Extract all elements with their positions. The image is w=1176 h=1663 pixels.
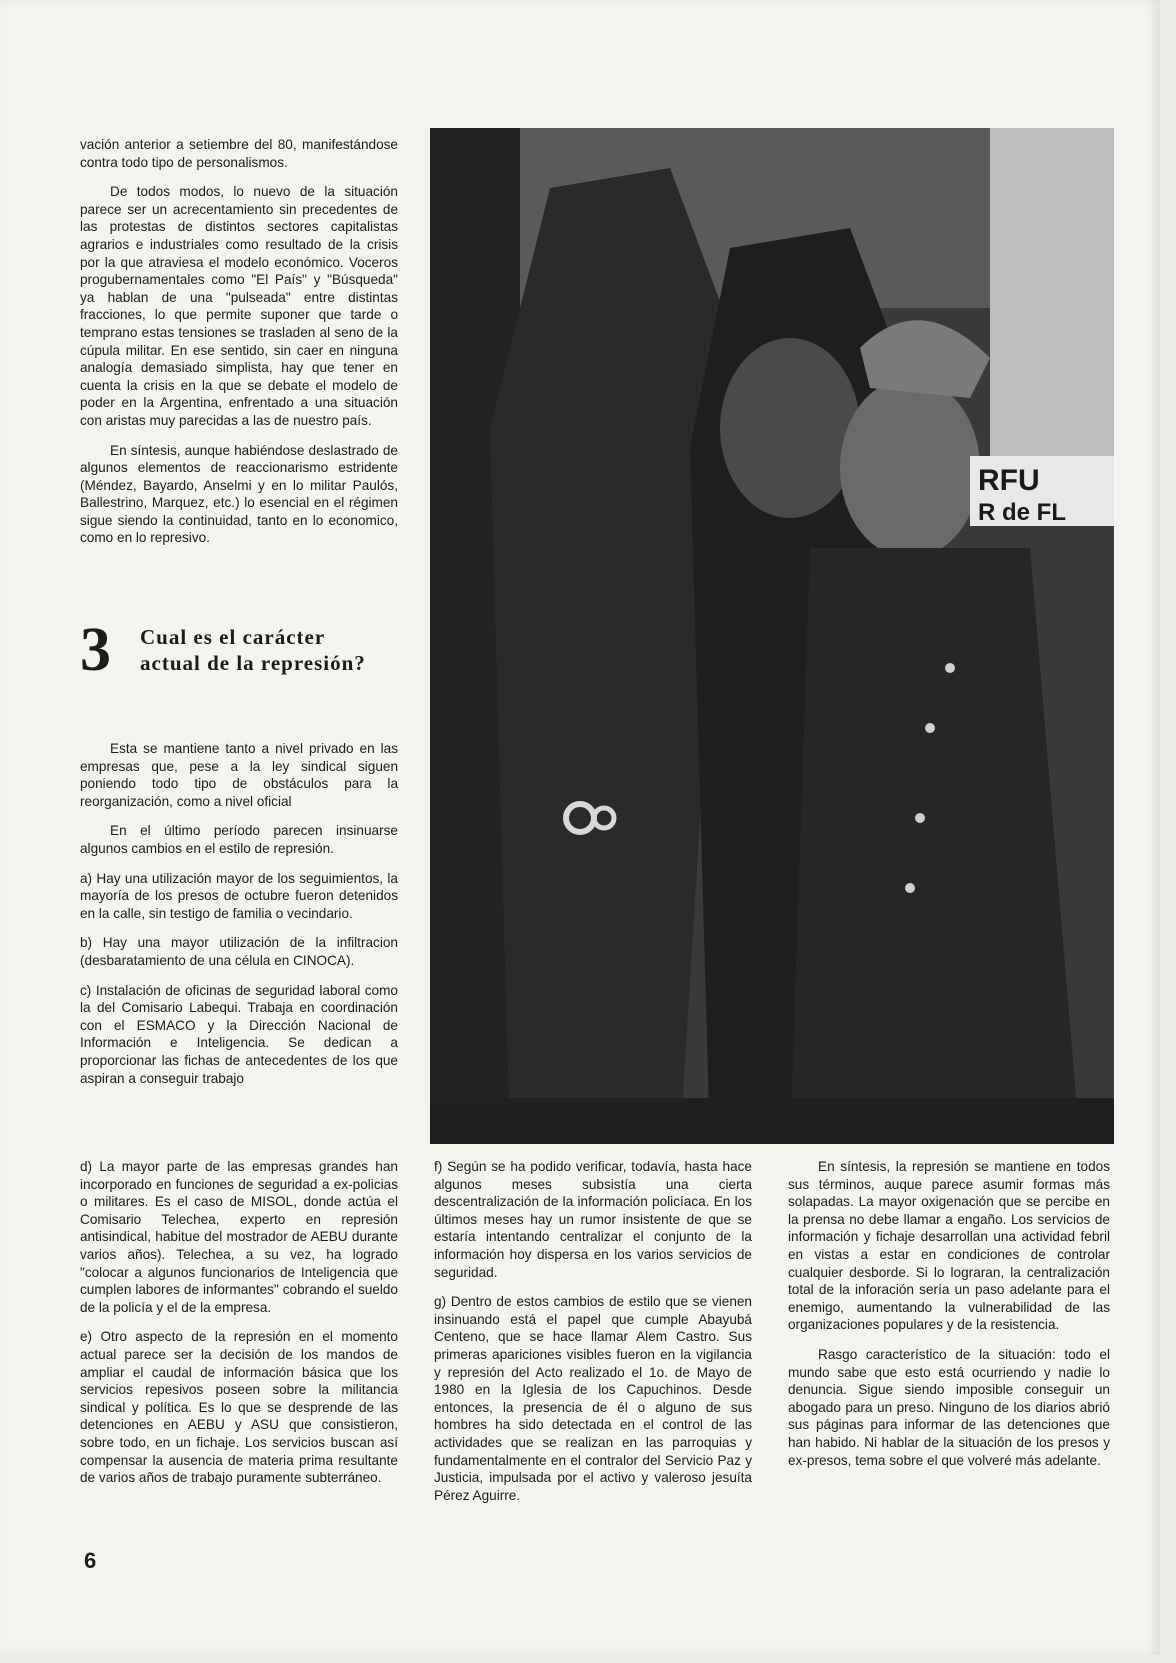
paragraph: Esta se mantiene tanto a nivel privado en las empresas que, pese a la ley sindical siguen poniendo todo tipo de obstáculos para la reorganización, como a nivel oficial (80, 741, 398, 809)
list-item: f) Según se ha podido verificar, todavía, hasta hace algunos meses subsistía una cierta descentralización de la información policíaca. En los últimos meses hay un rumor insistente de que se estaría intentando centralizar el conjunto de la información hoy dispersa en los varios servicios de seguridad. (434, 1159, 752, 1280)
photo-illustration (430, 128, 1114, 1144)
list-item: b) Hay una mayor utilización de la infiltracion (desbaratamiento de una célula en CINOCA). (80, 935, 398, 968)
paragraph: De todos modos, lo nuevo de la situación parece ser un acrecentamiento sin precedentes de las protestas de distintos sectores capitalistas agrarios e industriales como resultado de la crisis por la que atraviesa el modelo económico. Voceros progubernamentales como "El País" y "Búsqueda" ya hablan de una "pulseada" entre distintas fracciones, lo que permite suponer que tarde o temprano estas tensiones se trasladen al seno de la cúpula militar. En ese sentido, sin caer en ninguna analogía demasiado simplista, hay que tener en cuenta la crisis en la que se debate el modelo de poder en la Argentina, enfrentado a una situación con aristas muy parecidas a las de nuestro país. (80, 184, 398, 428)
section-number: 3 (80, 616, 111, 684)
column-1-section (80, 740, 398, 1099)
list-item: e) Otro aspecto de la represión en el momento actual parece ser la decisión de los mandos de ampliar el caudal de información básica que los servicios repesivos poseen sobre la militancia sindical y política. Es lo que se desprende de las detenciones en AEBU y ASU que consistieron, sobre todo, en un fichaje. Los servicios buscan así compensar la ausencia de materia prima resultante de varios años de trabajo puramente subterráneo. (80, 1329, 398, 1486)
list-item: c) Instalación de oficinas de seguridad laboral como la del Comisario Labequi. Trabaja en coordinación con el ESMACO y la Dirección Nacional de Información e Inteligencia. Se dedican a proporcionar las fichas de antecedentes de los que aspiran a conseguir trabajo (80, 982, 398, 1086)
list-item: g) Dentro de estos cambios de estilo que se vienen insinuando está el papel que cumple Abayubá Centeno, que se hace llamar Alem Castro. Sus primeras apariciones visibles fueron en la vigilancia y represión del Acto realizado el 1o. de Mayo de 1980 en la Iglesia de los Capuchinos. Desde entonces, la presencia de él o alguno de sus hombres ha sido detectada en el control de las actividades que se realizan en las parroquias y fundamentalmente en el contralor del Servicio Paz y Justicia, impulsada por el activo y valeroso jesuíta Pérez Aguirre. (434, 1294, 752, 1503)
column-1-lower (80, 1158, 398, 1499)
section-heading (80, 618, 398, 692)
paragraph: En el último período parecen insinuarse algunos cambios en el estilo de represión. (80, 823, 398, 856)
list-item: d) La mayor parte de las empresas grandes han incorporado en funciones de seguridad a ex-policias o militares. Es el caso de MISOL, donde actúa el Comisario Telechea, experto en represión antisindical, habitue del mostrador de AEBU durante varios años). Telechea, a su vez, ha logrado "colocar a algunos funcionarios de Inteligencia que cumplen labores de informantes" cobrando el sueldo de la policía y el de la empresa. (80, 1159, 398, 1315)
paragraph: Rasgo característico de la situación: todo el mundo sabe que esto está ocurriendo y nadie lo denuncia. Sigue siendo imposible conseguir un abogado para un preso. Ninguno de los diarios abrió sus páginas para informar de las detenciones que han habido. Ni hablar de la situación de los presos y ex-presos, tema sobre el que volveré más adelante. (788, 1346, 1110, 1468)
sign-text-line2: R de FL (978, 499, 1066, 526)
photograph-police-officers (430, 128, 1114, 1144)
paragraph: En síntesis, aunque habiéndose deslastrado de algunos elementos de reaccionarismo estridente (Méndez, Bayardo, Anselmi y en lo militar Paulós, Ballestrino, Marquez, etc.) lo esencial en el régimen sigue siendo la continuidad, tanto en lo economico, como en lo represivo. (80, 442, 398, 546)
section-title: Cual es el carácter actual de la represión? (140, 625, 366, 675)
column-2 (434, 1158, 752, 1516)
sign-text-line1: RFU (978, 464, 1040, 497)
list-item: a) Hay una utilización mayor de los seguimientos, la mayoría de los presos de octubre fueron detenidos en la calle, sin testigo de familia o vecindario. (80, 870, 398, 921)
column-3 (788, 1158, 1110, 1481)
column-1-intro (80, 136, 398, 559)
paragraph: vación anterior a setiembre del 80, manifestándose contra todo tipo de personalismos. (80, 137, 398, 170)
page-number: 6 (84, 1548, 97, 1573)
paragraph: En síntesis, la represión se mantiene en todos sus términos, auque parece asumir formas más solapadas. La mayor oxigenación que se percibe en la prensa no debe llamar a engaño. Los servicios de información y fichaje desarrollan una actividad febril en vistas a estar en condiciones de controlar cualquier desborde. Si lo lograran, la centralización total de la inforación sería un paso adelante para el enemigo, aumentando la vulnerabilidad de las organizaciones populares y de la resistencia. (788, 1159, 1110, 1333)
